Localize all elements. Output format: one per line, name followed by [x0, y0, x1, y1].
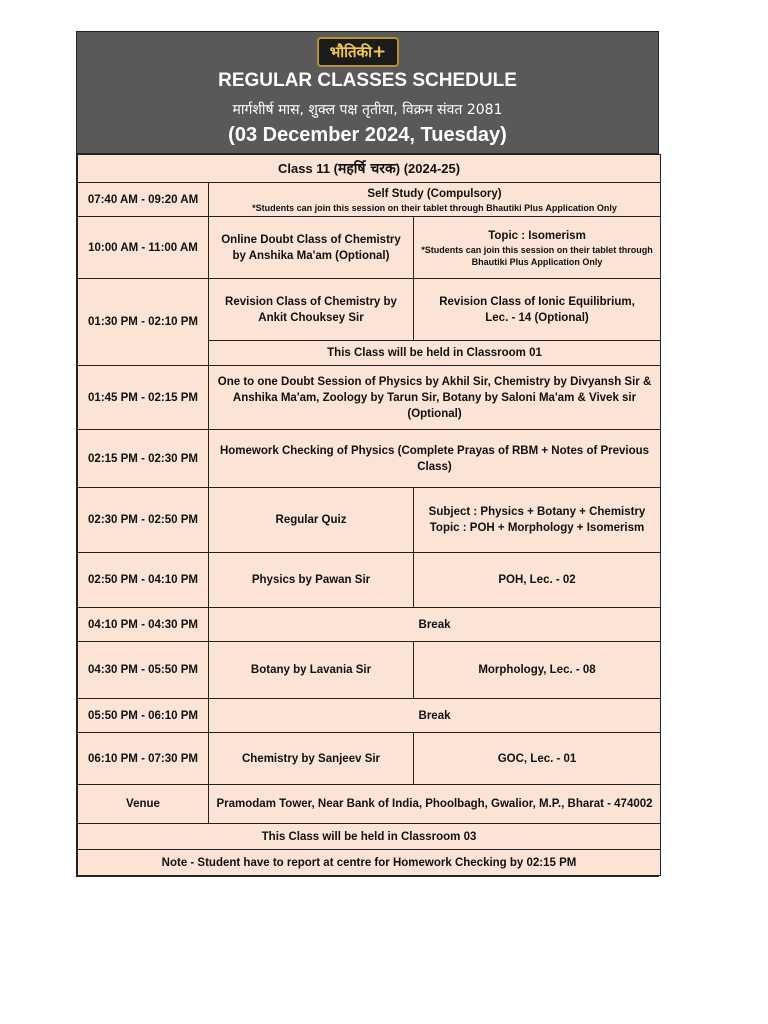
- table-row: [78, 488, 661, 553]
- topic-text: Topic : Isomerism: [488, 229, 586, 242]
- table-row: [78, 366, 661, 430]
- subject-cell: Botany by Lavania Sir: [209, 642, 414, 699]
- topic-line-2: Lec. - 14 (Optional): [485, 311, 589, 324]
- table-row: [78, 699, 661, 733]
- schedule-title: REGULAR CLASSES SCHEDULE: [218, 70, 517, 91]
- schedule-sheet: [76, 31, 659, 877]
- table-row: [78, 608, 661, 642]
- time-cell: 04:10 PM - 04:30 PM: [78, 608, 209, 642]
- venue-label: Venue: [78, 785, 209, 824]
- class-title-row: [78, 155, 661, 183]
- session-text: Self Study (Compulsory): [367, 187, 502, 200]
- table-row: [78, 430, 661, 488]
- brand-logo: [317, 37, 399, 67]
- topic-line-2: Topic : POH + Morphology + Isomerism: [429, 522, 645, 534]
- time-cell: 02:15 PM - 02:30 PM: [78, 430, 209, 488]
- topic-cell: [414, 279, 661, 341]
- time-cell: 04:30 PM - 05:50 PM: [78, 642, 209, 699]
- time-cell: 06:10 PM - 07:30 PM: [78, 733, 209, 785]
- time-cell: 01:45 PM - 02:15 PM: [78, 366, 209, 430]
- time-cell: 01:30 PM - 02:10 PM: [78, 279, 209, 366]
- subject-cell: Revision Class of Chemistry by Ankit Chouksey Sir: [209, 279, 414, 341]
- table-row: [78, 553, 661, 608]
- table-row: [78, 217, 661, 279]
- topic-cell: [414, 217, 661, 279]
- class-title-suffix: ) (2024-25): [395, 160, 461, 176]
- schedule-date: (03 December 2024, Tuesday): [228, 124, 507, 146]
- session-note: *Students can join this session on their tablet through Bhautiki Plus Application Only: [421, 244, 653, 267]
- footer-note: Note - Student have to report at centre for Homework Checking by 02:15 PM: [78, 850, 661, 876]
- session-cell: [209, 183, 661, 217]
- classroom-cell: This Class will be held in Classroom 03: [78, 824, 661, 850]
- schedule-table: [77, 154, 661, 876]
- session-cell: Homework Checking of Physics (Complete Prayas of RBM + Notes of Previous Class): [209, 430, 661, 488]
- classroom-cell: This Class will be held in Classroom 01: [209, 341, 661, 366]
- topic-line-1: Revision Class of Ionic Equilibrium,: [439, 295, 635, 308]
- time-cell: 05:50 PM - 06:10 PM: [78, 699, 209, 733]
- topic-cell: [414, 488, 661, 553]
- venue-address: Pramodam Tower, Near Bank of India, Phoolbagh, Gwalior, M.P., Bharat - 474002: [209, 785, 661, 824]
- time-cell: 07:40 AM - 09:20 AM: [78, 183, 209, 217]
- time-cell: 02:30 PM - 02:50 PM: [78, 488, 209, 553]
- class-title-prefix: Class 11 (: [277, 160, 338, 176]
- table-row: [78, 733, 661, 785]
- time-cell: 10:00 AM - 11:00 AM: [78, 217, 209, 279]
- hindi-date: मार्गशीर्ष मास, शुक्ल पक्ष तृतीया, विक्रम संवत 2081: [232, 102, 503, 118]
- session-note: *Students can join this session on their tablet through Bhautiki Plus Application Only: [252, 202, 617, 213]
- subject-cell: Chemistry by Sanjeev Sir: [209, 733, 414, 785]
- break-cell: Break: [209, 699, 661, 733]
- logo-plus: +: [372, 42, 387, 62]
- subject-cell: Online Doubt Class of Chemistry by Anshika Ma'am (Optional): [209, 217, 414, 279]
- footer-room-row: [78, 824, 661, 850]
- class-title: [78, 155, 661, 183]
- session-cell: One to one Doubt Session of Physics by Akhil Sir, Chemistry by Divyansh Sir & Anshika Ma'am, Zoology by Tarun Sir, Botany by Saloni Ma'am & Vivek sir (Optional): [209, 366, 661, 430]
- topic-line-1: Subject : Physics + Botany + Chemistry: [428, 506, 646, 518]
- class-title-hindi: महर्षि चरक: [337, 160, 396, 177]
- table-row: [78, 279, 661, 341]
- topic-cell: Morphology, Lec. - 08: [414, 642, 661, 699]
- footer-note-row: [78, 850, 661, 876]
- venue-row: [78, 785, 661, 824]
- subject-cell: Physics by Pawan Sir: [209, 553, 414, 608]
- schedule-header: [77, 32, 658, 154]
- subject-cell: Regular Quiz: [209, 488, 414, 553]
- table-row: [78, 642, 661, 699]
- table-row: [78, 183, 661, 217]
- topic-cell: POH, Lec. - 02: [414, 553, 661, 608]
- time-cell: 02:50 PM - 04:10 PM: [78, 553, 209, 608]
- logo-text: भौतिकी: [329, 43, 373, 61]
- topic-cell: GOC, Lec. - 01: [414, 733, 661, 785]
- break-cell: Break: [209, 608, 661, 642]
